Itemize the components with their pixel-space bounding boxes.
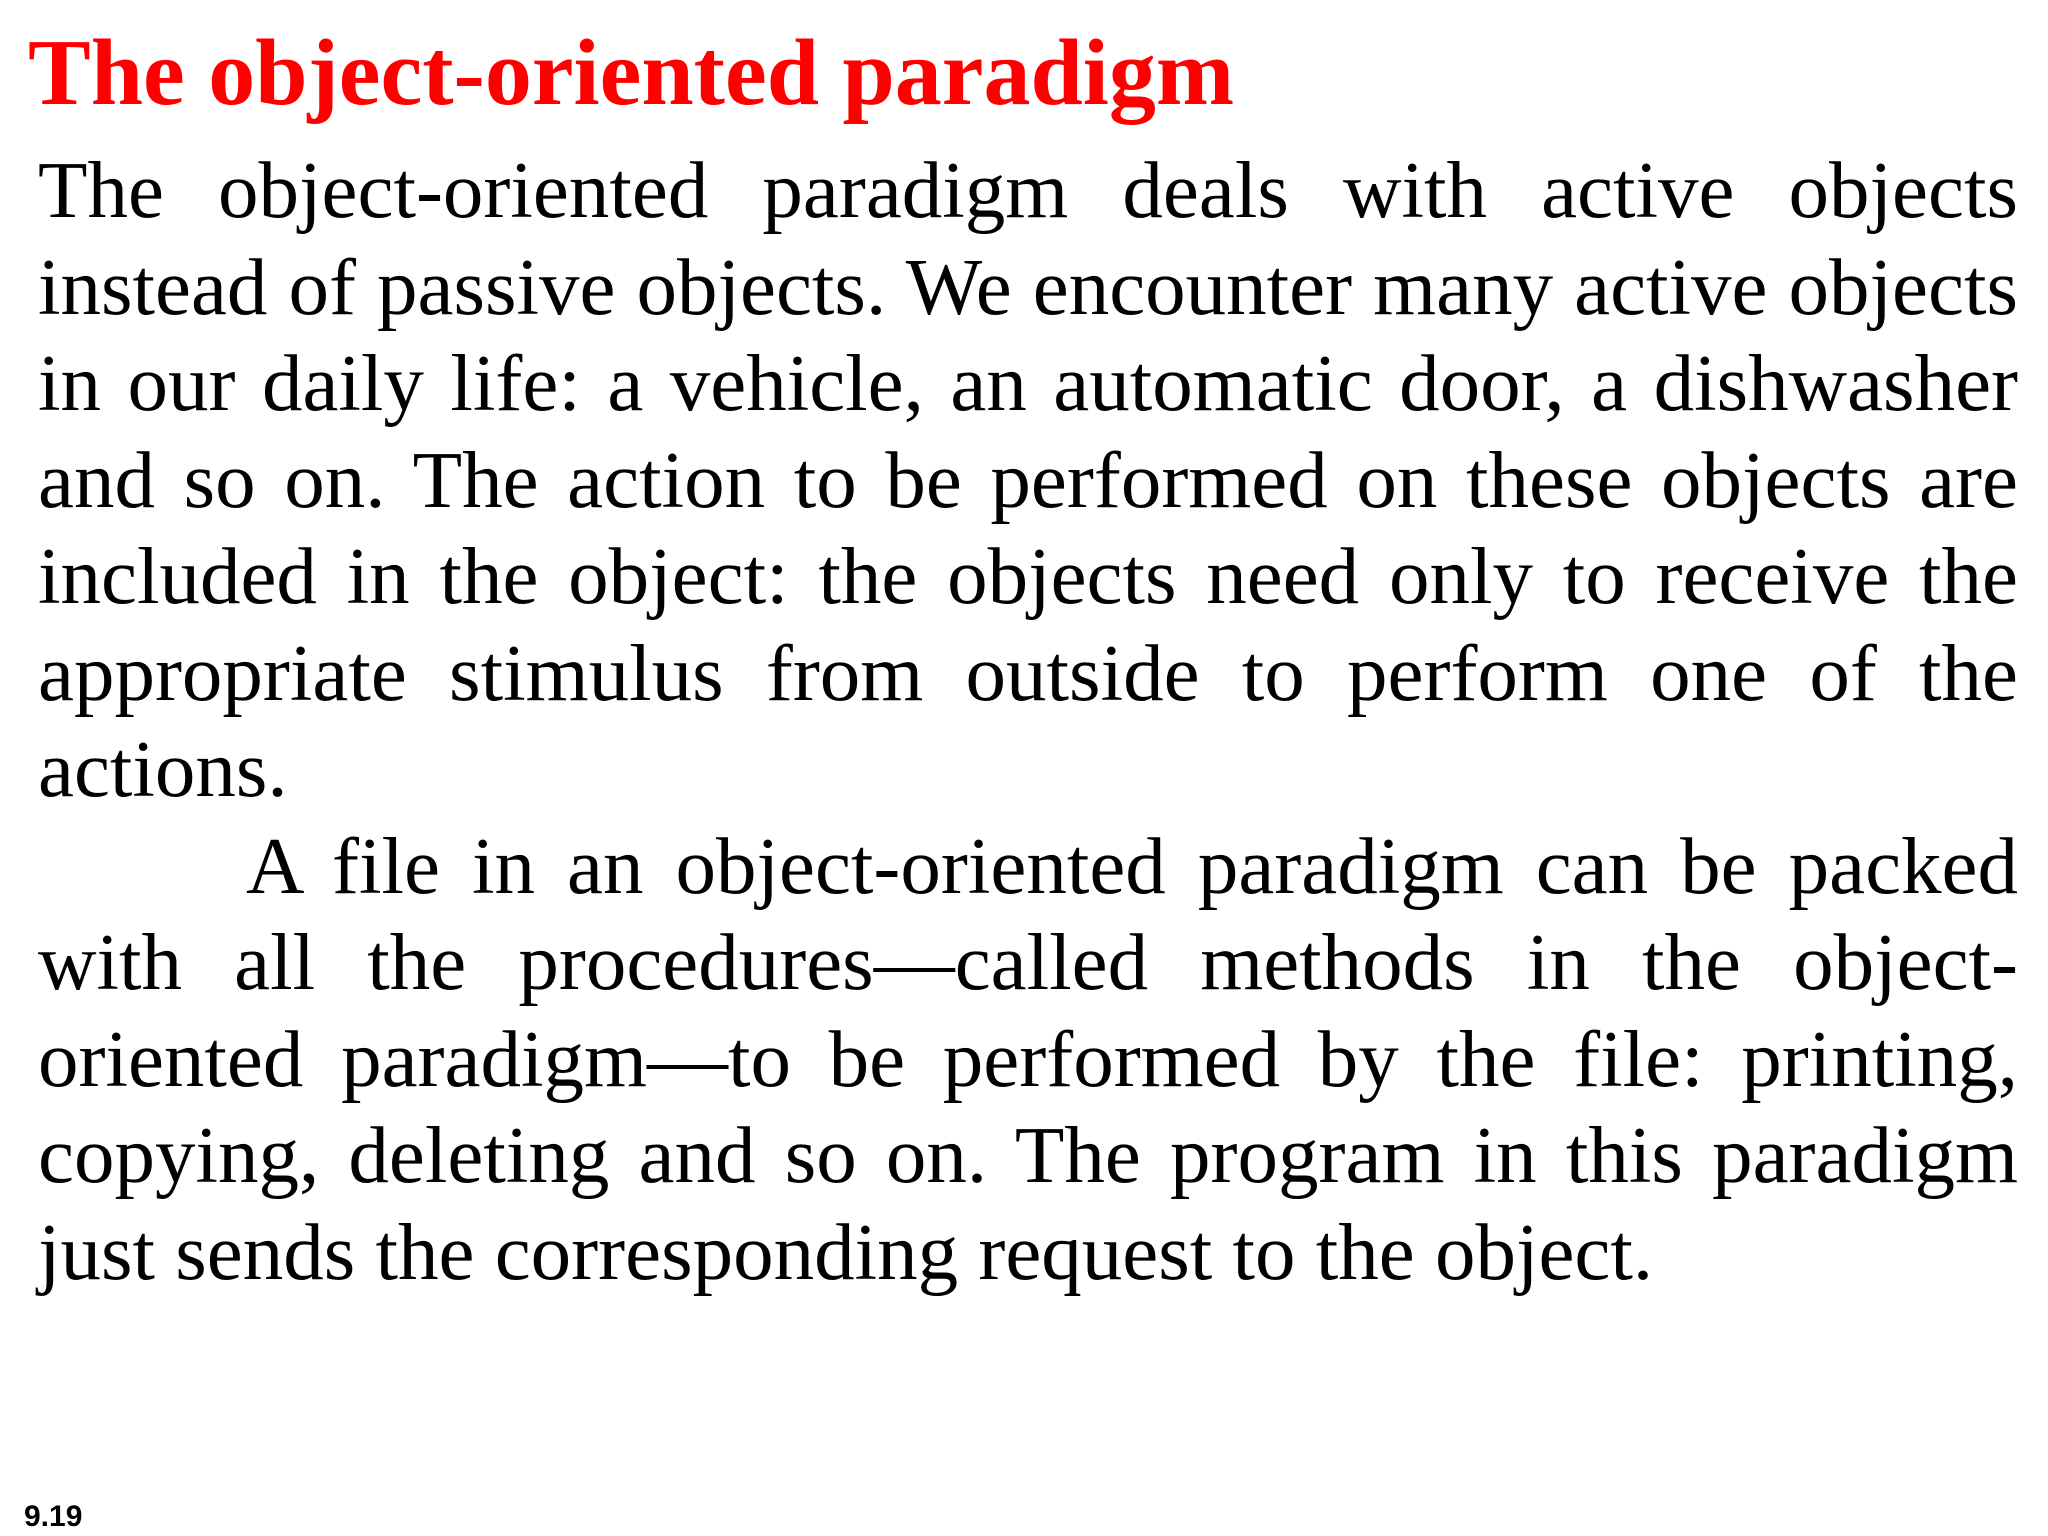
body-paragraph: A file in an object-oriented paradigm can be packed with all the procedures—called methods in the object-oriented paradigm—to be performed by the file: printing, copying, deleting and so on. The program in this paradigm just sends the corresponding request to the object. — [38, 820, 2018, 1297]
slide-body — [38, 142, 2018, 1300]
slide-title: The object-oriented paradigm — [28, 21, 1235, 125]
body-paragraph: The object-oriented paradigm deals with active objects instead of passive objects. We encounter many active objects in our daily life: a vehicle, an automatic door, a dishwasher and so on. The action to be performed on these objects are included in the object: the objects need only to receive the appropriate stimulus from outside to perform one of the actions. — [38, 145, 2018, 814]
slide-number: 9.19 — [24, 1500, 83, 1533]
